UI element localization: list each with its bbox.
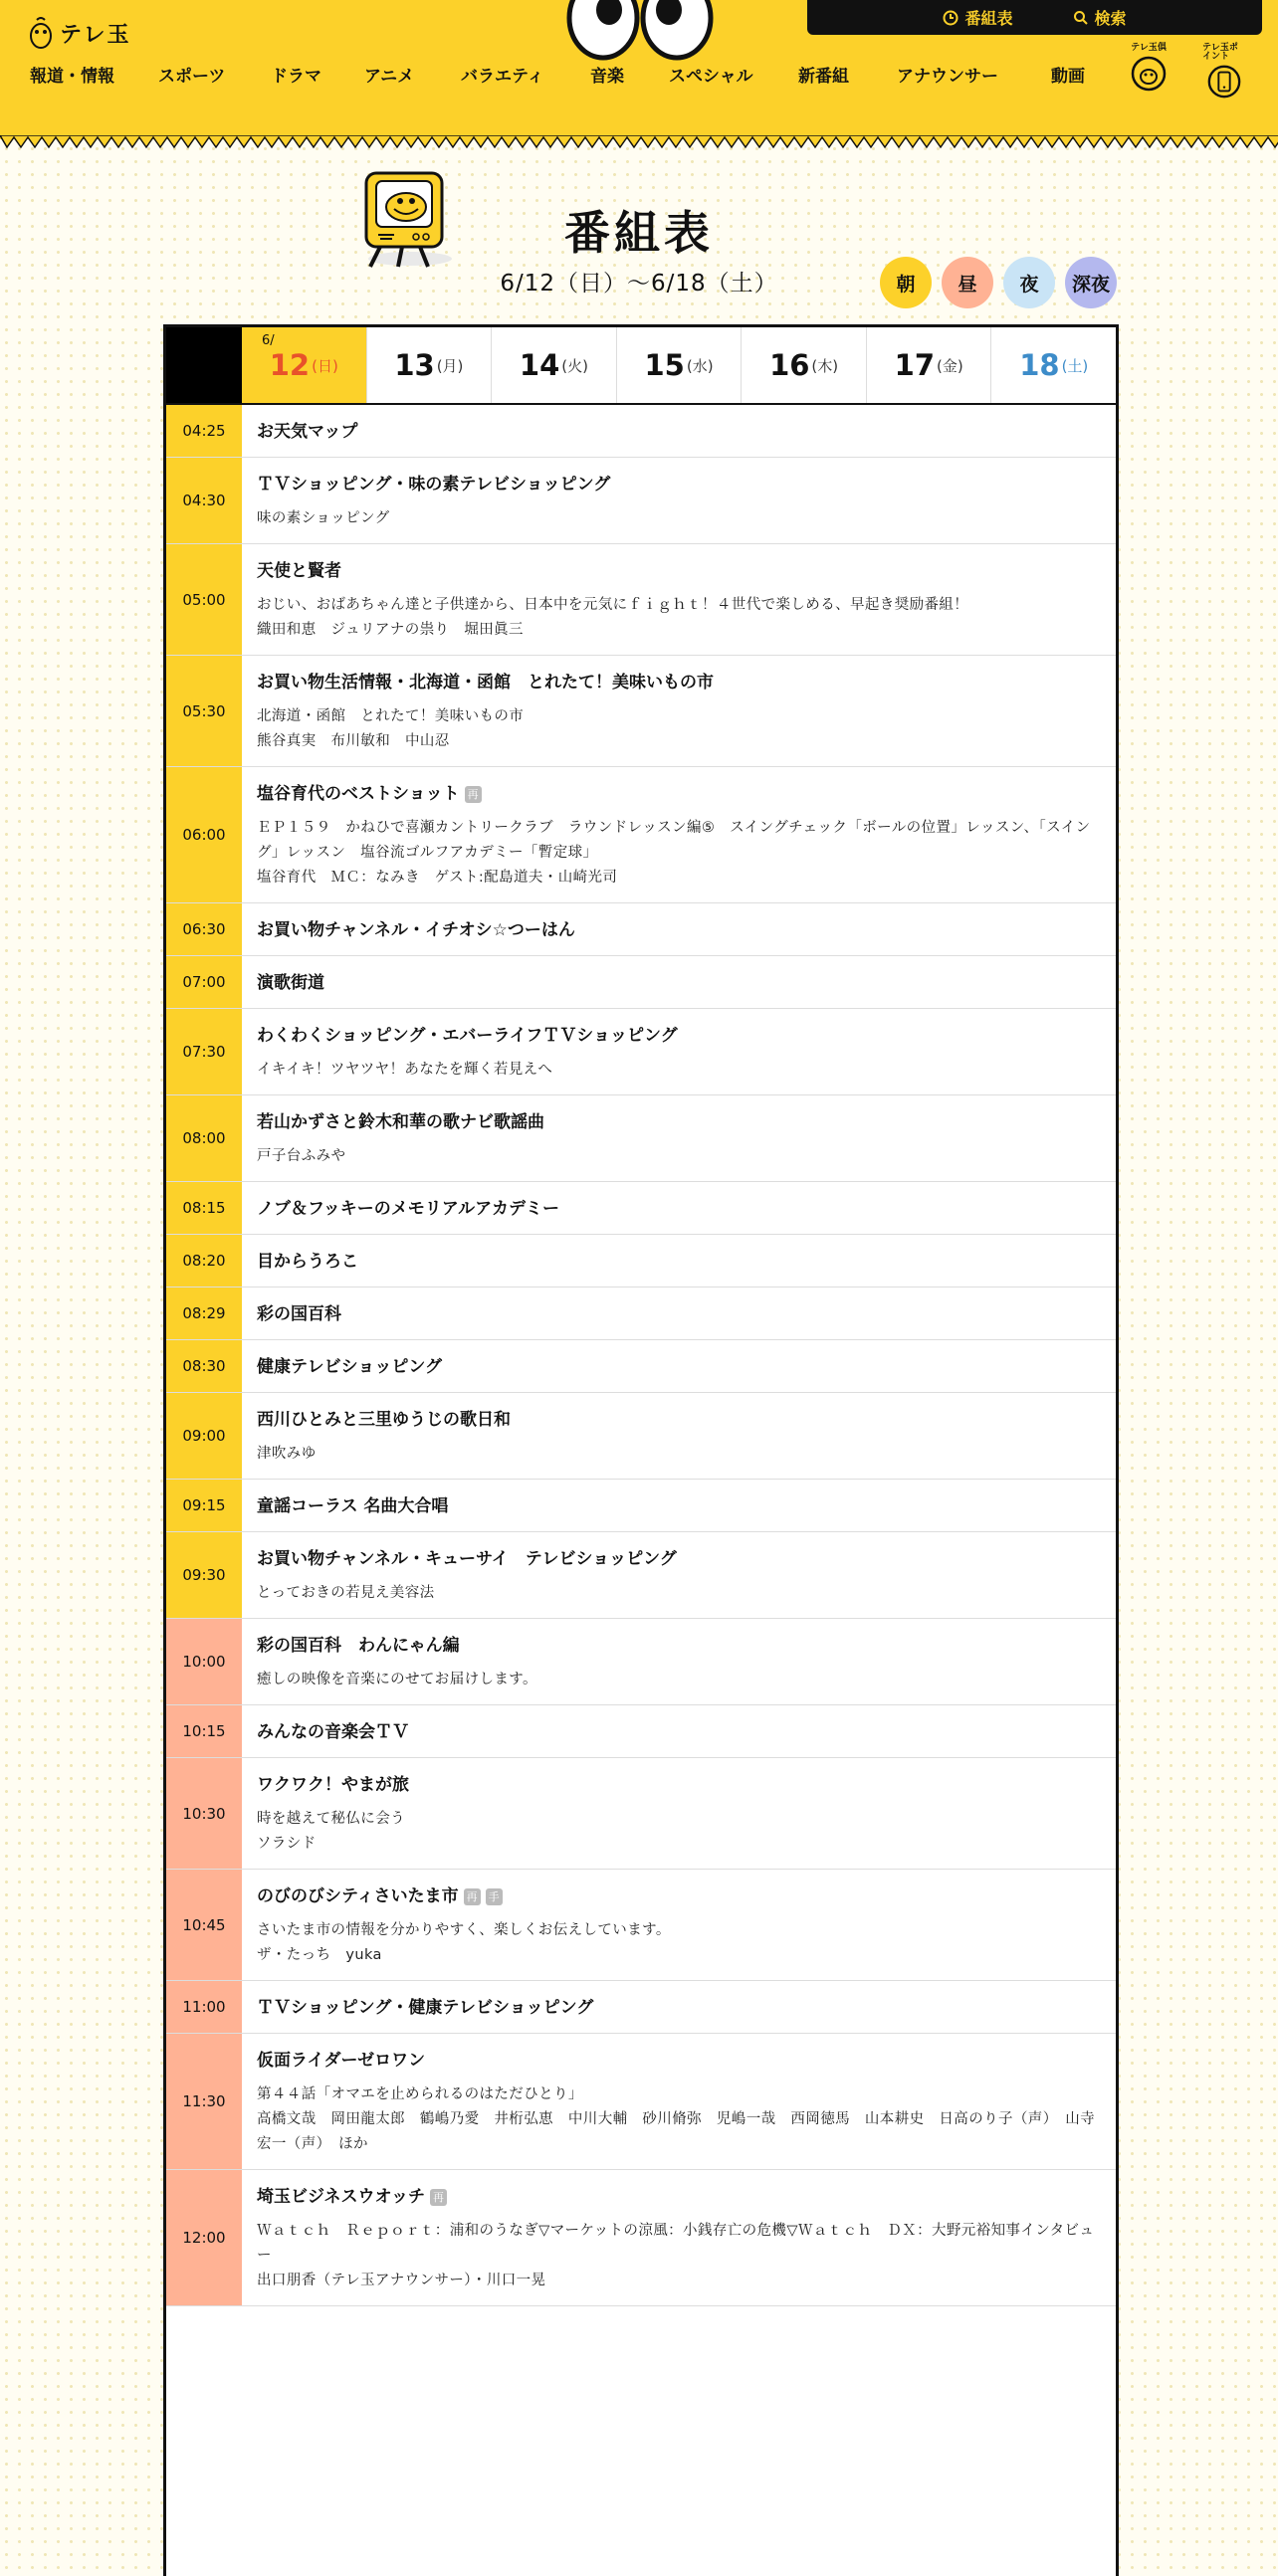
program-list <box>166 405 1116 2306</box>
program-title-line <box>257 1634 1100 1659</box>
program-description-line: 第４４話「オマエを止められるのはただひとり」 <box>257 2086 583 2102</box>
mascot-badge-icon <box>1130 55 1168 93</box>
program-time: 10:30 <box>166 1758 242 1869</box>
program-row <box>166 1095 1116 1182</box>
program-description <box>257 506 1100 531</box>
program-title: 塩谷育代のベストショット <box>257 784 460 804</box>
day-weekday: (火) <box>561 356 588 375</box>
tod-night-button[interactable]: 夜 <box>1003 257 1055 308</box>
program-title: 若山かずさと鈴木和華の歌ナビ歌謡曲 <box>257 1112 544 1132</box>
program-entry[interactable] <box>242 1981 1116 2033</box>
program-time: 08:20 <box>166 1235 242 1287</box>
nav-news[interactable]: 報道・情報 <box>30 67 114 87</box>
day-weekday: (水) <box>686 356 714 375</box>
program-entry[interactable] <box>242 1480 1116 1531</box>
program-title-line <box>257 1024 1100 1049</box>
program-description-line: 織田和恵 ジュリアナの祟り 堀田眞三 <box>257 622 524 638</box>
program-row <box>166 1393 1116 1480</box>
day-number: 13 <box>394 348 435 382</box>
site-logo[interactable] <box>28 16 131 50</box>
program-time: 11:30 <box>166 2034 242 2169</box>
search-link-label: 検索 <box>1094 9 1127 28</box>
day-tab[interactable] <box>616 327 742 403</box>
day-weekday: (日) <box>312 356 338 375</box>
program-title: 埼玉ビジネスウオッチ <box>257 2187 425 2207</box>
program-row <box>166 405 1116 458</box>
program-entry[interactable] <box>242 1758 1116 1869</box>
nav-points-button[interactable] <box>1202 44 1246 99</box>
search-link[interactable] <box>1073 6 1127 29</box>
program-entry[interactable] <box>242 1870 1116 1980</box>
program-badge: 手 <box>486 1888 503 1905</box>
program-time: 04:30 <box>166 458 242 543</box>
day-tab[interactable] <box>491 327 616 403</box>
program-row <box>166 458 1116 544</box>
program-row <box>166 1705 1116 1758</box>
nav-variety[interactable]: バラエティ <box>461 67 544 87</box>
time-of-day-selector <box>880 257 1117 308</box>
program-row <box>166 1758 1116 1870</box>
program-entry[interactable] <box>242 1340 1116 1392</box>
program-description-line: 癒しの映像を音楽にのせてお届けします。 <box>257 1672 537 1687</box>
program-entry[interactable] <box>242 1235 1116 1287</box>
day-tab[interactable] <box>741 327 866 403</box>
program-row <box>166 1340 1116 1393</box>
program-title: 彩の国百科 <box>257 1304 341 1324</box>
program-description-line: 戸子台ふみや <box>257 1148 346 1164</box>
program-description-line: さいたま市の情報を分かりやすく、楽しくお伝えしています。 <box>257 1922 671 1938</box>
program-description-line: 熊谷真実 布川敏和 中山忍 <box>257 733 450 749</box>
program-row <box>166 1288 1116 1340</box>
program-time: 11:00 <box>166 1981 242 2033</box>
clock-icon <box>943 10 958 26</box>
program-row <box>166 2170 1116 2306</box>
program-title: お買い物チャンネル・イチオシ☆つーはん <box>257 920 575 940</box>
program-time: 10:15 <box>166 1705 242 1757</box>
program-title: お買い物生活情報・北海道・函館 とれたて！美味いもの市 <box>257 673 714 693</box>
program-row <box>166 544 1116 656</box>
nav-points-label: テレ玉ポイント <box>1202 43 1238 62</box>
program-description-line: 津吹みゆ <box>257 1446 317 1462</box>
program-entry[interactable] <box>242 544 1116 655</box>
day-number: 16 <box>769 348 810 382</box>
program-title-line <box>257 1720 1100 1745</box>
program-title: みんなの音楽会ＴＶ <box>257 1722 409 1742</box>
program-description <box>257 1581 1100 1606</box>
program-badge: 再 <box>430 2189 447 2206</box>
program-time: 05:30 <box>166 656 242 766</box>
program-title: 演歌街道 <box>257 973 324 993</box>
program-title-line <box>257 918 1100 943</box>
day-number: 17 <box>894 348 935 382</box>
program-description-line: 高橋文哉 岡田龍太郎 鶴嶋乃愛 井桁弘恵 中川大輔 砂川脩弥 児嶋一哉 西岡徳馬 山本耕史 日高のり子（声） 山寺宏一（声） ほか <box>257 2111 1096 2152</box>
program-description-line: ソラシド <box>257 1836 317 1852</box>
program-row <box>166 956 1116 1009</box>
program-title-line <box>257 1110 1100 1135</box>
nav-club-label: テレ玉倶 <box>1131 43 1167 53</box>
program-entry[interactable] <box>242 1095 1116 1181</box>
day-number: 14 <box>519 348 560 382</box>
search-icon <box>1073 10 1089 26</box>
program-description-line: 塩谷育代 ＭＣ：なみき ゲスト:配島道夫・山崎光司 <box>257 870 618 886</box>
nav-new-programs[interactable]: 新番組 <box>798 67 849 87</box>
program-title: 西川ひとみと三里ゆうじの歌日和 <box>257 1410 511 1430</box>
program-time: 04:25 <box>166 405 242 457</box>
program-description <box>257 1442 1100 1467</box>
program-description-line: Ｗａｔｃｈ Ｒｅｐｏｒｔ：浦和のうなぎ▽マーケットの涼風：小銭存亡の危機▽Ｗａｔｃｈ ＤＸ：大野元裕知事インタビュー <box>257 2223 1095 2264</box>
program-entry[interactable] <box>242 1009 1116 1094</box>
tod-daytime-button[interactable]: 昼 <box>942 257 993 308</box>
program-entry[interactable] <box>242 1182 1116 1234</box>
nav-anime[interactable]: アニメ <box>364 67 415 87</box>
program-description-line: イキイキ！ツヤツヤ！あなたを輝く若見えへ <box>257 1062 553 1078</box>
nav-club-button[interactable] <box>1127 44 1171 99</box>
program-time: 06:30 <box>166 903 242 955</box>
program-row <box>166 1870 1116 1981</box>
program-title-line <box>257 2185 1100 2210</box>
program-row <box>166 1480 1116 1532</box>
program-row <box>166 2034 1116 2170</box>
program-description <box>257 704 1100 754</box>
mascot-icon <box>28 16 54 50</box>
program-time: 08:29 <box>166 1288 242 1339</box>
program-description <box>257 2082 1100 2157</box>
program-title: わくわくショッピング・エバーライフＴＶショッピング <box>257 1026 678 1046</box>
day-tab[interactable] <box>990 327 1116 403</box>
program-time: 08:15 <box>166 1182 242 1234</box>
program-title-line <box>257 420 1100 445</box>
program-description <box>257 1668 1100 1692</box>
program-title: 彩の国百科 わんにゃん編 <box>257 1636 460 1656</box>
program-description-line: ＥＰ１５９ かねひで喜瀬カントリークラブ ラウンドレッスン編⑤ スイングチェック「ボールの位置」レッスン、「スイング」レッスン 塩谷流ゴルフアカデミー「暫定球」 <box>257 820 1091 861</box>
day-weekday: (土) <box>1061 356 1089 375</box>
program-description-line: 出口朋香（テレ玉アナウンサー）・川口一晃 <box>257 2273 546 2288</box>
program-time: 10:45 <box>166 1870 242 1980</box>
phone-icon <box>1205 64 1243 99</box>
program-entry[interactable] <box>242 1532 1116 1618</box>
program-description-line: とっておきの若見え美容法 <box>257 1585 435 1601</box>
mascot-eyes-icon <box>565 0 715 62</box>
program-title-line <box>257 1302 1100 1327</box>
program-entry[interactable] <box>242 656 1116 766</box>
program-time: 07:00 <box>166 956 242 1008</box>
day-weekday: (金) <box>937 356 963 375</box>
nav-special[interactable]: スペシャル <box>669 67 753 87</box>
program-title-line <box>257 671 1100 695</box>
program-entry[interactable] <box>242 1619 1116 1704</box>
site-header <box>0 0 1278 139</box>
day-selector <box>166 327 1116 405</box>
day-tab[interactable] <box>242 327 366 403</box>
program-entry[interactable] <box>242 458 1116 543</box>
program-title-line <box>257 1355 1100 1380</box>
program-description-line: 味の素ショッピング <box>257 510 390 526</box>
top-utility-bar <box>807 0 1262 35</box>
nav-sports[interactable]: スポーツ <box>158 67 226 87</box>
program-description <box>257 1918 1100 1968</box>
program-entry[interactable] <box>242 903 1116 955</box>
schedule-link[interactable] <box>943 6 1012 29</box>
program-time: 06:00 <box>166 767 242 902</box>
program-title-line <box>257 971 1100 996</box>
program-description <box>257 1807 1100 1857</box>
program-description-line: 時を越えて秘仏に会う <box>257 1811 405 1827</box>
page-title: 番組表 <box>564 206 714 260</box>
nav-music[interactable]: 音楽 <box>590 67 624 87</box>
program-time: 08:30 <box>166 1340 242 1392</box>
program-time: 05:00 <box>166 544 242 655</box>
program-row <box>166 1182 1116 1235</box>
day-weekday: (月) <box>436 356 464 375</box>
program-entry[interactable] <box>242 767 1116 902</box>
nav-video[interactable]: 動画 <box>1051 67 1085 87</box>
program-row <box>166 1009 1116 1095</box>
program-schedule <box>163 324 1119 2576</box>
program-row <box>166 656 1116 767</box>
day-corner <box>166 327 242 403</box>
program-title: ノブ＆フッキーのメモリアルアカデミー <box>257 1199 559 1219</box>
program-row <box>166 1532 1116 1619</box>
program-entry[interactable] <box>242 405 1116 457</box>
program-time: 09:00 <box>166 1393 242 1479</box>
program-title: のびのびシティさいたま市 <box>257 1886 459 1906</box>
header-zigzag-edge <box>0 135 1278 149</box>
program-title: ＴＶショッピング・味の素テレビショッピング <box>257 475 611 495</box>
program-description-line: ザ・たっち yuka <box>257 1947 382 1963</box>
program-badge: 再 <box>465 786 482 803</box>
program-title: ＴＶショッピング・健康テレビショッピング <box>257 1998 594 2018</box>
day-weekday: (木) <box>811 356 839 375</box>
program-title: 天使と賢者 <box>257 561 341 581</box>
program-title: 仮面ライダーゼロワン <box>257 2051 426 2071</box>
program-entry[interactable] <box>242 1705 1116 1757</box>
day-tab[interactable] <box>366 327 492 403</box>
program-description <box>257 1058 1100 1083</box>
program-title-line <box>257 2049 1100 2074</box>
program-title: ワクワク！やまが旅 <box>257 1775 409 1795</box>
program-description <box>257 816 1100 891</box>
program-time: 10:00 <box>166 1619 242 1704</box>
program-entry[interactable] <box>242 956 1116 1008</box>
day-month: 6/ <box>262 333 275 348</box>
program-description <box>257 593 1100 643</box>
program-description-line: 北海道・函館 とれたて！美味いもの市 <box>257 708 525 724</box>
schedule-link-label: 番組表 <box>964 9 1013 28</box>
program-title-line <box>257 1197 1100 1222</box>
program-title-line <box>257 782 1100 807</box>
program-title-line <box>257 473 1100 497</box>
program-title: 童謡コーラス 名曲大合唱 <box>257 1496 449 1516</box>
program-title-line <box>257 1547 1100 1572</box>
day-number: 18 <box>1019 348 1060 382</box>
program-title: 健康テレビショッピング <box>257 1357 442 1377</box>
program-time: 08:00 <box>166 1095 242 1181</box>
program-row <box>166 1981 1116 2034</box>
program-badge: 再 <box>464 1888 481 1905</box>
program-entry[interactable] <box>242 2170 1116 2305</box>
nav-drama[interactable]: ドラマ <box>271 67 321 87</box>
program-row <box>166 903 1116 956</box>
logo-text: テレ玉 <box>60 22 131 48</box>
program-row <box>166 1619 1116 1705</box>
program-entry[interactable] <box>242 1288 1116 1339</box>
program-title: 目からうろこ <box>257 1252 358 1272</box>
program-description-line: おじい、おばあちゃん達と子供達から、日本中を元気にｆｉｇｈｔ！４世代で楽しめる、早起き奨励番組！ <box>257 597 969 613</box>
tod-late-night-button[interactable]: 深夜 <box>1065 257 1117 308</box>
program-title-line <box>257 559 1100 584</box>
program-time: 07:30 <box>166 1009 242 1094</box>
day-number: 12 <box>269 348 311 382</box>
program-time: 09:30 <box>166 1532 242 1618</box>
program-time: 12:00 <box>166 2170 242 2305</box>
program-time: 09:15 <box>166 1480 242 1531</box>
program-title-line <box>257 1884 1100 1909</box>
program-description <box>257 1144 1100 1169</box>
program-row <box>166 1235 1116 1288</box>
nav-announcer[interactable]: アナウンサー <box>897 67 998 87</box>
program-title-line <box>257 1773 1100 1798</box>
program-row <box>166 767 1116 903</box>
program-entry[interactable] <box>242 2034 1116 2169</box>
program-description <box>257 2219 1100 2293</box>
program-title: お買い物チャンネル・キューサイ テレビショッピング <box>257 1549 677 1569</box>
program-title-line <box>257 1250 1100 1275</box>
program-title: お天気マップ <box>257 422 358 442</box>
program-title-line <box>257 1494 1100 1519</box>
program-title-line <box>257 1996 1100 2021</box>
day-number: 15 <box>644 348 685 382</box>
day-tab[interactable] <box>866 327 991 403</box>
tod-morning-button[interactable]: 朝 <box>880 257 932 308</box>
date-range: 6/12（日）〜6/18（土） <box>500 271 778 297</box>
program-entry[interactable] <box>242 1393 1116 1479</box>
program-title-line <box>257 1408 1100 1433</box>
